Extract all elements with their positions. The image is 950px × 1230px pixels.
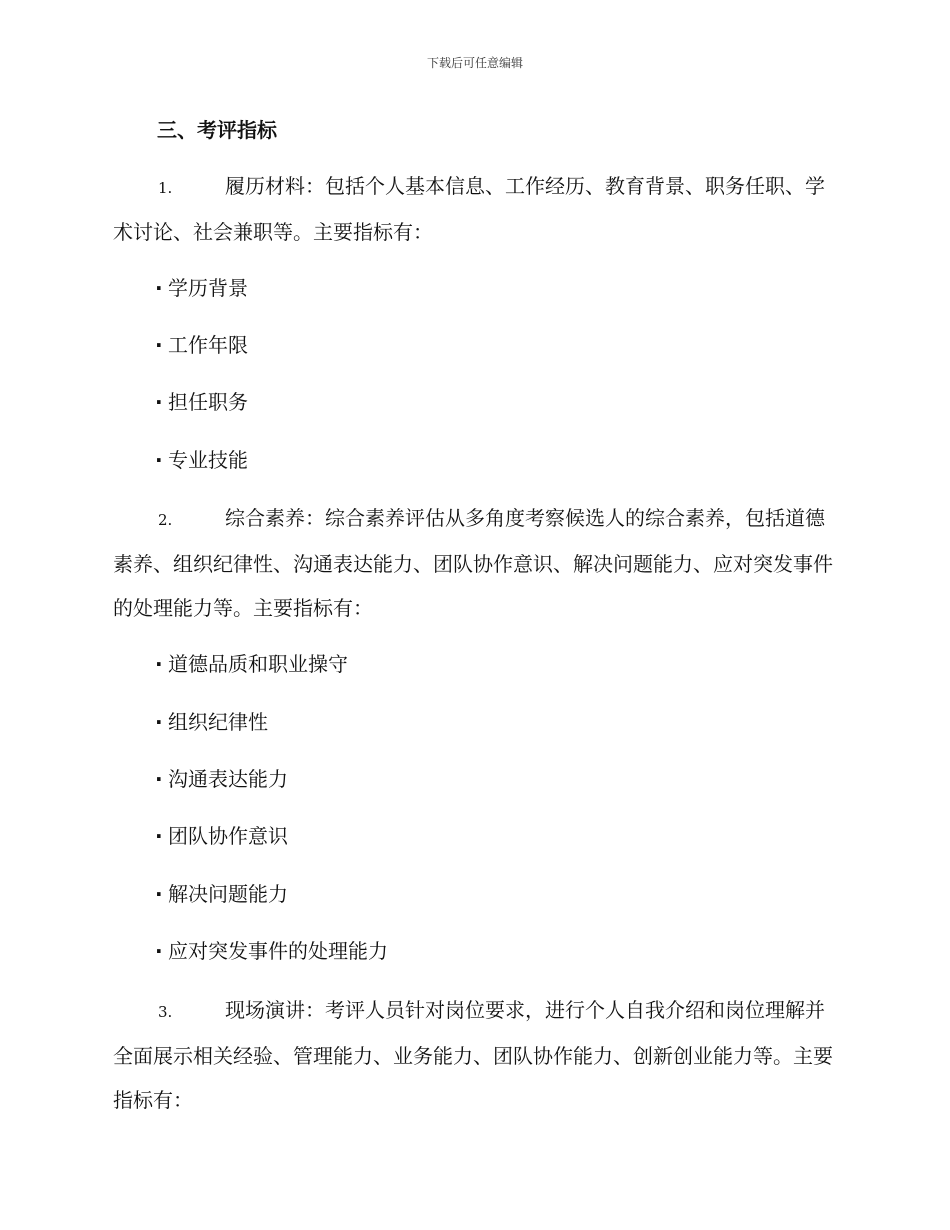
bullet-item bbox=[155, 880, 288, 908]
bullet-item bbox=[155, 331, 248, 359]
bullet-dot: · bbox=[155, 882, 163, 906]
bullet-text: 解决问题能力 bbox=[168, 882, 288, 906]
bullet-dot: · bbox=[155, 276, 163, 300]
item-text: 履历材料：包括个人基本信息、工作经历、教育背景、职务任职、学术讨论、社会兼职等。主要指标有： bbox=[113, 174, 825, 244]
bullet-dot: · bbox=[155, 652, 163, 676]
item-number: 2. bbox=[158, 511, 173, 529]
bullet-text: 工作年限 bbox=[168, 333, 248, 357]
bullet-dot: · bbox=[155, 824, 163, 848]
bullet-item bbox=[155, 446, 248, 474]
numbered-item-3 bbox=[113, 988, 838, 1122]
bullet-text: 团队协作意识 bbox=[168, 824, 288, 848]
bullet-dot: · bbox=[155, 710, 163, 734]
numbered-item-2 bbox=[113, 496, 838, 630]
page-header: 下载后可任意编辑 bbox=[426, 56, 523, 70]
bullet-dot: · bbox=[155, 333, 163, 357]
bullet-item bbox=[155, 274, 248, 302]
bullet-dot: · bbox=[155, 448, 163, 472]
bullet-item bbox=[155, 388, 248, 416]
item-number: 3. bbox=[158, 1003, 173, 1021]
bullet-text: 应对突发事件的处理能力 bbox=[168, 939, 388, 963]
bullet-item bbox=[155, 937, 388, 965]
bullet-text: 学历背景 bbox=[168, 276, 248, 300]
bullet-text: 沟通表达能力 bbox=[168, 767, 288, 791]
bullet-dot: · bbox=[155, 939, 163, 963]
bullet-dot: · bbox=[155, 390, 163, 414]
bullet-item bbox=[155, 708, 268, 736]
bullet-text: 专业技能 bbox=[168, 448, 248, 472]
bullet-item bbox=[155, 650, 348, 678]
section-heading: 三、考评指标 bbox=[157, 118, 277, 142]
bullet-item bbox=[155, 822, 288, 850]
item-number: 1. bbox=[158, 179, 173, 197]
bullet-text: 组织纪律性 bbox=[168, 710, 268, 734]
numbered-item-1 bbox=[113, 164, 838, 254]
bullet-text: 道德品质和职业操守 bbox=[168, 652, 348, 676]
item-text: 现场演讲：考评人员针对岗位要求，进行个人自我介绍和岗位理解并全面展示相关经验、管理能力、业务能力、团队协作能力、创新创业能力等。主要指标有： bbox=[113, 998, 833, 1112]
bullet-item bbox=[155, 765, 288, 793]
bullet-text: 担任职务 bbox=[168, 390, 248, 414]
item-text: 综合素养：综合素养评估从多角度考察候选人的综合素养，包括道德素养、组织纪律性、沟通表达能力、团队协作意识、解决问题能力、应对突发事件的处理能力等。主要指标有： bbox=[113, 506, 833, 620]
bullet-dot: · bbox=[155, 767, 163, 791]
